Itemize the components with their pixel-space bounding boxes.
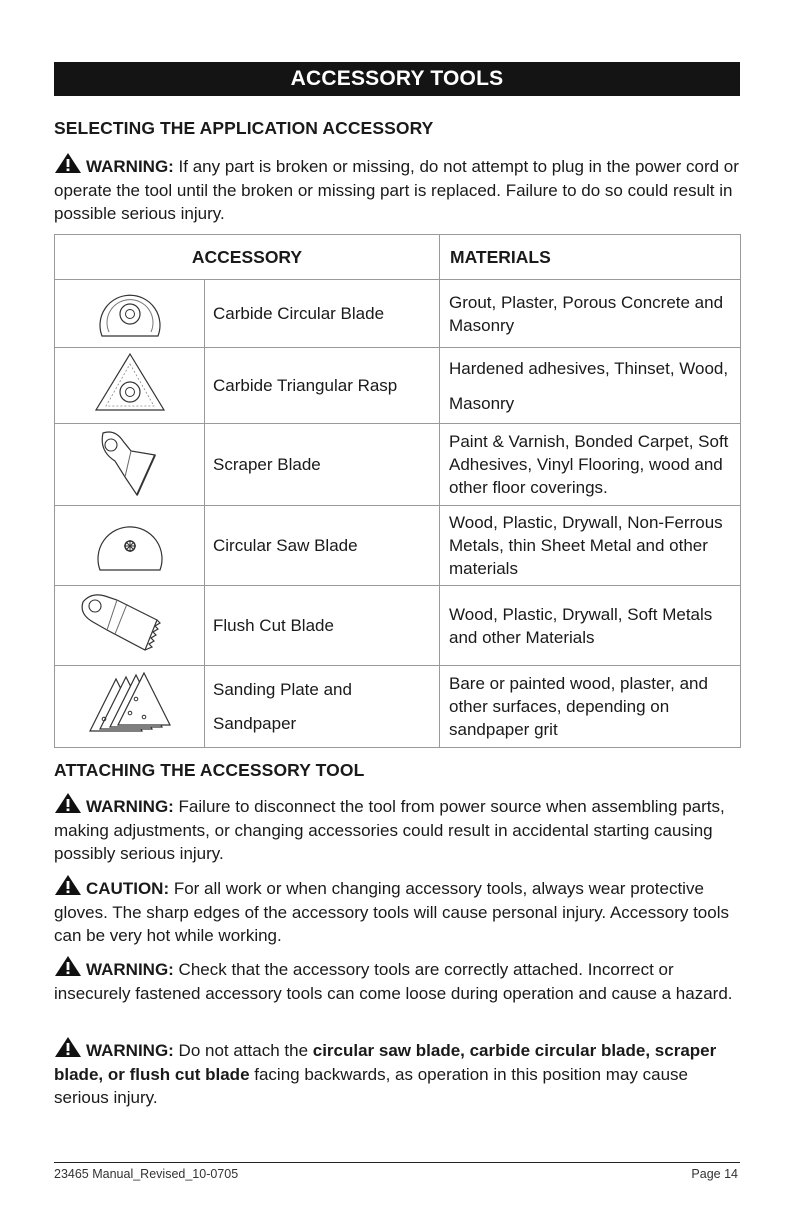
- table-row: [55, 506, 741, 586]
- footer-doc-id: 23465 Manual_Revised_10-0705: [54, 1167, 239, 1181]
- warning-text: facing backwards, as operation in this position may cause serious injury.: [54, 1064, 688, 1107]
- circular-saw-blade-icon: [55, 506, 205, 586]
- accessory-name: Scraper Blade: [205, 424, 440, 506]
- sanding-plate-icon: [55, 666, 205, 748]
- caution-text: For all work or when changing accessory tools, always wear protective gloves. The sharp edges of the accessory tools will cause personal injury. Accessory tools can be very hot while working.: [54, 879, 729, 945]
- warning-bold-text: circular saw blade, carbide circular blade, scraper blade, or flush cut blade: [54, 1041, 717, 1084]
- carbide-triangular-rasp-icon: [55, 348, 205, 424]
- section-heading-attaching: ATTACHING THE ACCESSORY TOOL: [54, 760, 365, 780]
- warning-paragraph-4: [54, 1036, 744, 1110]
- accessory-materials: Grout, Plaster, Porous Concrete and Masonry: [440, 280, 741, 348]
- accessory-materials: Wood, Plastic, Drywall, Non-Ferrous Metals, thin Sheet Metal and other materials: [440, 506, 741, 586]
- warning-label: WARNING:: [86, 960, 174, 979]
- warning-text: If any part is broken or missing, do not attempt to plug in the power cord or operate the tool until the broken or missing part is replaced. Failure to do so could result in possible serious injury.: [54, 157, 739, 223]
- accessory-name: Carbide Triangular Rasp: [205, 348, 440, 424]
- accessory-materials: Bare or painted wood, plaster, and other surfaces, depending on sandpaper grit: [440, 666, 741, 748]
- warning-triangle-icon: [54, 792, 82, 814]
- header-materials: MATERIALS: [440, 235, 741, 280]
- accessory-materials: Hardened adhesives, Thinset, Wood, Masonry: [440, 348, 741, 424]
- table-row: [55, 586, 741, 666]
- scraper-blade-icon: [55, 424, 205, 506]
- warning-paragraph-1: [54, 152, 744, 226]
- table-row: [55, 280, 741, 348]
- accessory-materials: Wood, Plastic, Drywall, Soft Metals and other Materials: [440, 586, 741, 666]
- warning-triangle-icon: [54, 955, 82, 977]
- warning-text: Do not attach the: [173, 1041, 313, 1060]
- accessory-materials: Paint & Varnish, Bonded Carpet, Soft Adhesives, Vinyl Flooring, wood and other floor coverings.: [440, 424, 741, 506]
- warning-triangle-icon: [54, 874, 82, 896]
- caution-paragraph: [54, 874, 744, 948]
- carbide-circular-blade-icon: [55, 280, 205, 348]
- warning-label: WARNING:: [86, 797, 174, 816]
- warning-triangle-icon: [54, 1036, 82, 1058]
- table-header-row: [55, 235, 741, 280]
- warning-label: WARNING:: [86, 1041, 174, 1060]
- table-row: [55, 348, 741, 424]
- header-accessory: ACCESSORY: [55, 235, 440, 280]
- warning-paragraph-3: [54, 955, 744, 1005]
- section-banner: ACCESSORY TOOLS: [54, 62, 740, 96]
- flush-cut-blade-icon: [55, 586, 205, 666]
- footer-page-number: Page 14: [691, 1167, 738, 1181]
- caution-label: CAUTION:: [86, 879, 170, 898]
- warning-label: WARNING:: [86, 157, 174, 176]
- accessory-name: Sanding Plate and Sandpaper: [205, 666, 440, 748]
- table-row: [55, 666, 741, 748]
- warning-triangle-icon: [54, 152, 82, 174]
- section-heading-selecting: SELECTING THE APPLICATION ACCESSORY: [54, 118, 434, 138]
- warning-text: Check that the accessory tools are correctly attached. Incorrect or insecurely fastened accessory tools can come loose during operation and cause a hazard.: [54, 960, 733, 1003]
- accessory-name: Circular Saw Blade: [205, 506, 440, 586]
- accessory-name: Carbide Circular Blade: [205, 280, 440, 348]
- footer-divider: [54, 1162, 740, 1163]
- accessory-table: [54, 234, 741, 748]
- warning-paragraph-2: [54, 792, 744, 866]
- warning-text: Failure to disconnect the tool from power source when assembling parts, making adjustments, or changing accessories could result in accidental starting causing possibly serious injury.: [54, 797, 725, 863]
- accessory-name: Flush Cut Blade: [205, 586, 440, 666]
- table-row: [55, 424, 741, 506]
